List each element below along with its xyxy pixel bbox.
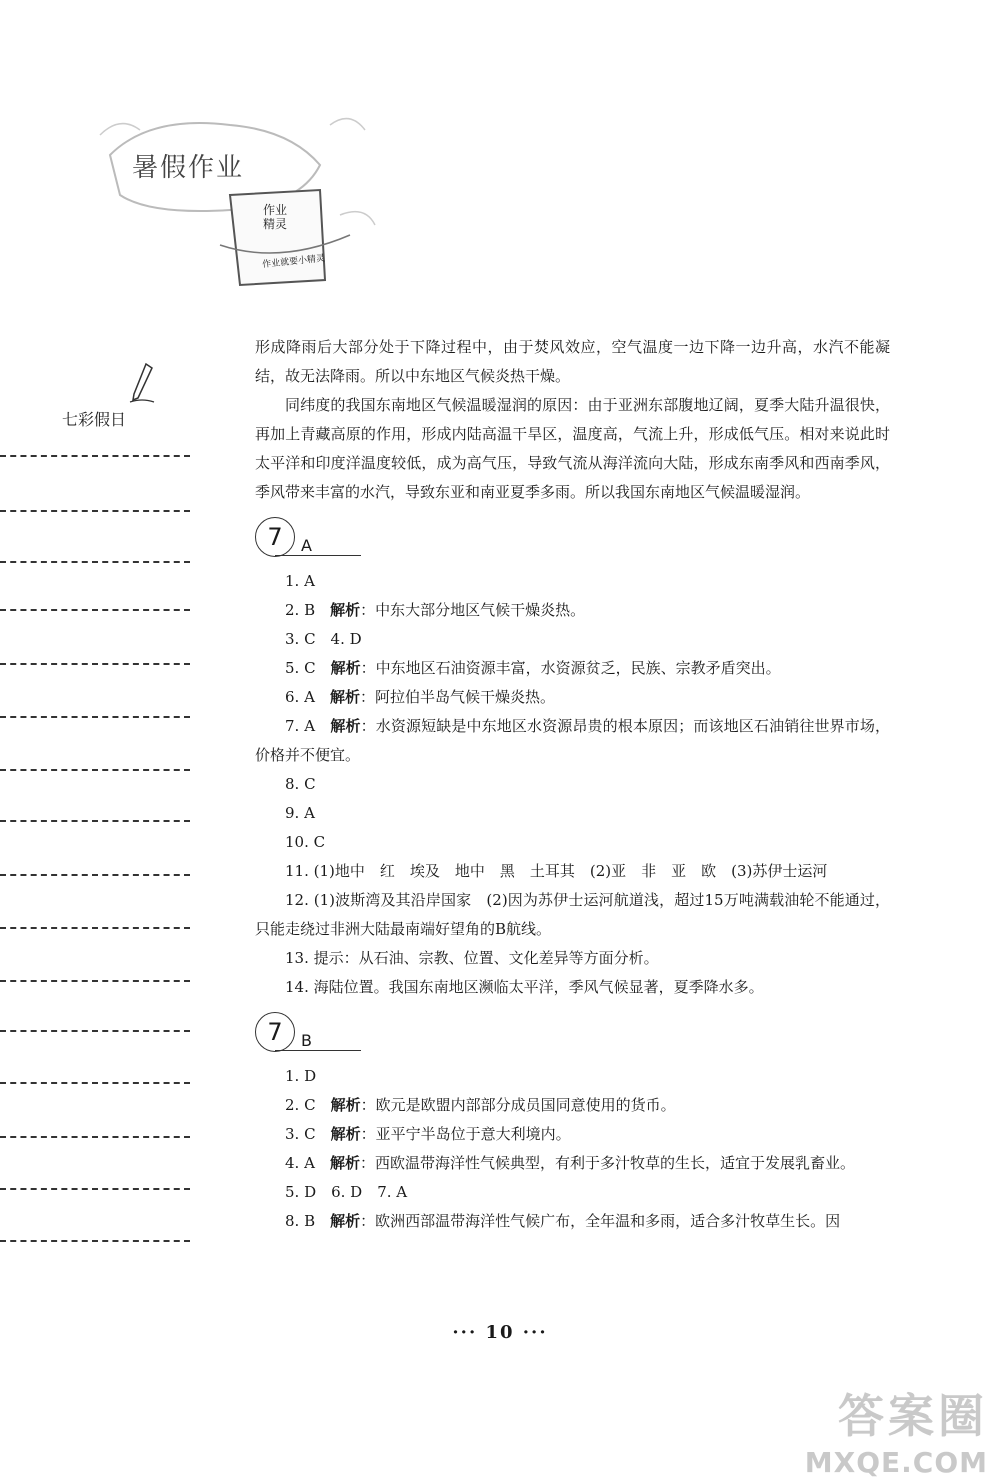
answer-line: 13. 提示：从石油、宗教、位置、文化差异等方面分析。 [285, 949, 659, 967]
answer-line: 12. (1)波斯湾及其沿岸国家 (2)因为苏伊士运河航道浅，超过15万吨满载油轮不能通过，只能走绕过非洲大陆最南端好望角的B航线。 [255, 891, 890, 938]
note-line [0, 561, 190, 563]
section-letter: B [301, 1031, 312, 1050]
page-number: ··· 10 ··· [452, 1322, 548, 1343]
answer-line: 1. D [285, 1067, 317, 1085]
answer-line: 8. C [285, 775, 316, 793]
watermark [805, 1380, 988, 1479]
header-logo [90, 95, 380, 305]
answer-line: 5. D 6. D 7. A [285, 1183, 408, 1201]
logo-ribbon: 作业就要小精灵 [261, 253, 326, 271]
answer-line: 1. A [285, 572, 315, 590]
answer-line: 9. A [285, 804, 315, 822]
answer-line: 7. A 解析：水资源短缺是中东地区水资源昂贵的根本原因；而该地区石油销往世界市场，价格并不便宜。 [255, 717, 890, 764]
intro-paragraph-1: 形成降雨后大部分处于下降过程中，由于焚风效应，空气温度一边下降一边升高，水汽不能凝结，故无法降雨。所以中东地区气候炎热干燥。 [255, 338, 890, 385]
logo-frame-icon [90, 95, 380, 305]
note-line [0, 716, 190, 718]
logo-badge [240, 203, 310, 231]
section-heading-a [255, 517, 890, 563]
note-line [0, 927, 190, 929]
note-line [0, 1188, 190, 1190]
note-line [0, 820, 190, 822]
section-letter: A [301, 536, 312, 555]
section-heading-b [255, 1012, 890, 1058]
section-number-badge: 7 [255, 517, 295, 557]
answer-line: 2. B 解析：中东大部分地区气候干燥炎热。 [285, 601, 586, 619]
note-line [0, 1082, 190, 1084]
note-line [0, 609, 190, 611]
watermark-main: 答案圈 [838, 1389, 988, 1443]
intro-paragraph-2: 同纬度的我国东南地区气候温暖湿润的原因：由于亚洲东部腹地辽阔，夏季大陆升温很快，再加上青藏高原的作用，形成内陆高温干旱区，温度高，气流上升，形成低气压。相对来说此时太平洋和印度洋温度较低，成为高气压，导致气流从海洋流向大陆，形成东南季风和西南季风，季风带来丰富的水汽，导致东亚和南亚夏季多雨。所以我国东南地区气候温暖湿润。 [255, 396, 890, 501]
pen-icon [128, 362, 156, 406]
sidebar-brand: 七彩假日 [62, 410, 127, 429]
answer-line: 6. A 解析：阿拉伯半岛气候干燥炎热。 [285, 688, 555, 706]
answer-line: 4. A 解析：西欧温带海洋性气候典型，有利于多汁牧草的生长，适宜于发展乳畜业。 [285, 1154, 855, 1172]
logo-badge-line2: 精灵 [262, 217, 287, 231]
watermark-url: MXQE.COM [804, 1446, 988, 1479]
answer-line: 8. B 解析：欧洲西部温带海洋性气候广布，全年温和多雨，适合多汁牧草生长。因 [285, 1212, 841, 1230]
note-line [0, 769, 190, 771]
note-line [0, 874, 190, 876]
logo-badge-line1: 作业 [262, 203, 287, 217]
note-line [0, 510, 190, 512]
answer-line: 3. C 解析：亚平宁半岛位于意大利境内。 [285, 1125, 571, 1143]
note-line [0, 1030, 190, 1032]
section-rule [275, 1050, 361, 1051]
note-line [0, 455, 190, 457]
section-rule [275, 555, 361, 556]
answer-line: 10. C [285, 833, 326, 851]
note-line [0, 1136, 190, 1138]
note-line [0, 1240, 190, 1242]
answer-content [255, 333, 890, 1236]
answer-line: 2. C 解析：欧元是欧盟内部部分成员国同意使用的货币。 [285, 1096, 676, 1114]
answer-line: 11. (1)地中 红 埃及 地中 黑 土耳其 (2)亚 非 亚 欧 (3)苏伊士运河 [285, 862, 828, 880]
note-line [0, 980, 190, 982]
note-line [0, 663, 190, 665]
answer-line: 3. C 4. D [285, 630, 362, 648]
answer-line: 5. C 解析：中东地区石油资源丰富，水资源贫乏，民族、宗教矛盾突出。 [285, 659, 781, 677]
answer-line: 14. 海陆位置。我国东南地区濒临太平洋，季风气候显著，夏季降水多。 [285, 978, 764, 996]
section-number-badge: 7 [255, 1012, 295, 1052]
logo-title: 暑假作业 [132, 153, 245, 183]
